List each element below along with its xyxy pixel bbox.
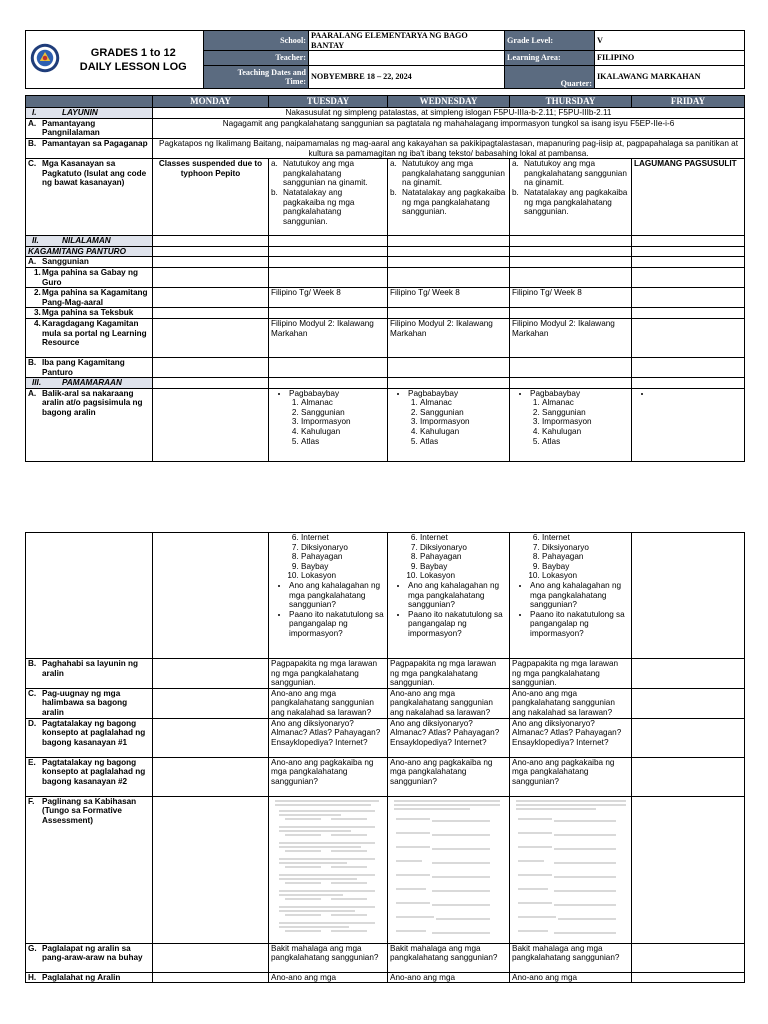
kasanayan-tuesday: a. Natutukoy ang mga pangkalahatang sanggunian na ginamit. b. Natatalakay ang pagkakaiba ng mga pangkalahatang sanggunian. xyxy=(269,159,388,236)
day-tuesday: TUESDAY xyxy=(269,96,388,108)
lesson-table-1 xyxy=(25,95,745,462)
pagaganap-text: Pagkatapos ng Ikalimang Baitang, naipamamalas ng mag-aaral ang kakayahan sa pakikipagtalastasan, mapanuring pag-iisip at, pagpapahalaga sa panitikan at kultura sa pamamagitan ng iba't ibang teksto/ babasahing lokal at pambansa. xyxy=(153,138,745,158)
karagdagang-row xyxy=(26,318,745,357)
teksbuk-label: 3. Mga pahina sa Teksbuk xyxy=(26,308,153,319)
kagamitan-row xyxy=(26,246,745,257)
dates-label xyxy=(204,66,309,89)
teksbuk-row xyxy=(26,308,745,319)
paglalapat-wednesday: Bakit mahalaga ang mga pangkalahatang sanggunian? xyxy=(388,943,510,972)
paglalahat-thursday: Ano-ano ang mga xyxy=(510,972,632,983)
worksheet-image xyxy=(512,797,630,939)
balik-aral-wednesday: • Pagbabaybay 1. Almanac 2. Sanggunian 3. Impormasyon 4. Kahulugan 5. Atlas xyxy=(388,388,510,461)
pagtatalakay1-label: D. Pagtatalakay ng bagong konsepto at paglalahad ng bagong kasanayan #1 xyxy=(26,718,153,757)
friday-note: LAGUMANG PAGSUSULIT xyxy=(632,159,745,236)
paghahabi-row xyxy=(26,659,745,689)
grade-value: V xyxy=(595,31,745,51)
pamantayang-row xyxy=(26,118,745,138)
iba-row xyxy=(26,357,745,377)
paguugnay-label: C. Pag-uugnay ng mga halimbawa sa bagong aralin xyxy=(26,688,153,718)
pagaganap-label: B. Pamantayan sa Pagaganap xyxy=(26,138,153,158)
paglalapat-row xyxy=(26,943,745,972)
balik-aral-tuesday: • Pagbabaybay 1. Almanac 2. Sanggunian 3. Impormasyon 4. Kahulugan 5. Atlas xyxy=(269,388,388,461)
paguugnay-row xyxy=(26,688,745,718)
monday-note: Classes suspended due to typhoon Pepito xyxy=(153,159,269,236)
kasanayan-label: C. Mga Kasanayan sa Pagkatuto (Isulat ang code ng bawat kasanayan) xyxy=(26,159,153,236)
pagtatalakay1-row xyxy=(26,718,745,757)
lesson-table-2 xyxy=(25,532,745,983)
kagamitan-pm-wednesday: Filipino Tg/ Week 8 xyxy=(388,288,510,308)
worksheet-thumb-wednesday xyxy=(388,796,510,943)
kasanayan-thursday: a. Natutukoy ang mga pangkalahatang sanggunian na ginamit. b. Natatalakay ang pagkakaiba ng mga pangkalahatang sanggunian. xyxy=(510,159,632,236)
area-value: FILIPINO xyxy=(595,51,745,66)
pagtatalakay2-label: E. Pagtatalakay ng bagong konsepto at paglalahad ng bagong kasanayan #2 xyxy=(26,757,153,796)
paglalahat-row xyxy=(26,972,745,983)
header-table xyxy=(25,30,745,89)
iba-label: B. Iba pang Kagamitang Panturo xyxy=(26,357,153,377)
paguugnay-wednesday: Ano-ano ang mga pangkalahatang sanggunian ang nakalahad sa larawan? xyxy=(388,688,510,718)
pagtatalakay1-wednesday: Ano ang diksiyonaryo? Almanac? Atlas? Pahayagan? Ensayklopediya? Internet? xyxy=(388,718,510,757)
paglalahat-label: H. Paglalahat ng Aralin xyxy=(26,972,153,983)
paglalahat-wednesday: Ano-ano ang mga xyxy=(388,972,510,983)
balik-aral-row xyxy=(26,388,745,461)
kasanayan-wednesday: a. Natutukoy ang mga pangkalahatang sanggunian na ginamit. b. Natatalakay ang pagkakaiba ng mga pangkalahatang sanggunian. xyxy=(388,159,510,236)
pagtatalakay2-thursday: Ano-ano ang pagkakaiba ng mga pangkalahatang sanggunian? xyxy=(510,757,632,796)
balik-aral-friday xyxy=(632,388,745,461)
balik-aral-label: A. Balik-aral sa nakaraang aralin at/o pagsisimula ng bagong aralin xyxy=(26,388,153,461)
karagdagang-label: 4. Karagdagang Kagamitan mula sa portal ng Learning Resource xyxy=(26,318,153,357)
pagtatalakay2-tuesday: Ano-ano ang pagkakaiba ng mga pangkalahatang sanggunian? xyxy=(269,757,388,796)
sanggunian-label: A. Sanggunian xyxy=(26,257,153,268)
kasanayan-row xyxy=(26,159,745,236)
pagtatalakay1-thursday: Ano ang diksiyonaryo? Almanac? Atlas? Pahayagan? Ensayklopediya? Internet? xyxy=(510,718,632,757)
day-header-row xyxy=(26,96,745,108)
worksheet-image xyxy=(390,797,505,939)
kabihasan-label: F. Paglinang sa Kabihasan (Tungo sa Formative Assessment) xyxy=(26,796,153,943)
pagtatalakay2-wednesday: Ano-ano ang pagkakaiba ng mga pangkalahatang sanggunian? xyxy=(388,757,510,796)
corner-cell xyxy=(26,96,153,108)
paghahabi-label: B. Paghahabi sa layunin ng aralin xyxy=(26,659,153,689)
karagdagang-tuesday: Filipino Modyul 2: Ikalawang Markahan xyxy=(269,318,388,357)
teacher-value xyxy=(309,51,505,66)
pamantayang-text: Nagagamit ang pangkalahatang sanggunian sa pagtatala ng mahahalagang impormasyon tungkol sa isang isyu F5EP-IIe-i-6 xyxy=(153,118,745,138)
pagtatalakay1-tuesday: Ano ang diksiyonaryo? Almanac? Atlas? Pahayagan? Ensayklopediya? Internet? xyxy=(269,718,388,757)
lesson-log-page-2 xyxy=(25,532,744,983)
kagamitan-pm-label: 2. Mga pahina sa Kagamitang Pang-Mag-aaral xyxy=(26,288,153,308)
kagamitan-pm-thursday: Filipino Tg/ Week 8 xyxy=(510,288,632,308)
pamamaraan-label: III. PAMAMARAAN xyxy=(26,378,153,389)
layunin-row xyxy=(26,108,745,119)
pamantayang-label: A. Pamantayang Pangnilalaman xyxy=(26,118,153,138)
school-value: PAARALANG ELEMENTARYA NG BAGO BANTAY xyxy=(309,31,505,51)
deped-seal-icon xyxy=(30,43,60,73)
sanggunian-row xyxy=(26,257,745,268)
dates-label-line-2: Time: xyxy=(285,77,306,87)
pagtatalakay2-row xyxy=(26,757,745,796)
nilalaman-label: II. NILALAMAN xyxy=(26,236,153,247)
quarter-label: Quarter: xyxy=(505,66,595,89)
kagamitan-label: KAGAMITANG PANTURO xyxy=(26,246,153,257)
karagdagang-wednesday: Filipino Modyul 2: Ikalawang Markahan xyxy=(388,318,510,357)
paguugnay-tuesday: Ano-ano ang mga pangkalahatang sanggunian ang nakalahad sa larawan? xyxy=(269,688,388,718)
title-line-1: GRADES 1 to 12 xyxy=(90,46,176,59)
dates-value: NOBYEMBRE 18 – 22, 2024 xyxy=(309,66,505,89)
paghahabi-wednesday: Pagpapakita ng mga larawan ng mga pangkalahatang sanggunian. xyxy=(388,659,510,689)
gabay-row xyxy=(26,267,745,287)
layunin-label: I. LAYUNIN xyxy=(26,108,153,119)
worksheet-thumb-thursday xyxy=(510,796,632,943)
pamamaraan-row xyxy=(26,378,745,389)
paglalapat-thursday: Bakit mahalaga ang mga pangkalahatang sanggunian? xyxy=(510,943,632,972)
nilalaman-row xyxy=(26,236,745,247)
gabay-label: 1. Mga pahina sa Gabay ng Guro xyxy=(26,267,153,287)
cont-thursday: 6. Internet 7. Diksiyonaryo 8. Pahayagan 9. Baybay 10. Lokasyon • Ano ang kahalagahan ng mga pangkalahatang sanggunian? • Paano ito nakatutulong sa pangangalap ng impormasyon? xyxy=(510,533,632,659)
worksheet-thumb-tuesday xyxy=(269,796,388,943)
paglalapat-label: G. Paglalapat ng aralin sa pang-araw-araw na buhay xyxy=(26,943,153,972)
kabihasan-row xyxy=(26,796,745,943)
balik-aral-cont-row xyxy=(26,533,745,659)
area-label: Learning Area: xyxy=(505,51,595,66)
school-label: School: xyxy=(204,31,309,51)
paghahabi-thursday: Pagpapakita ng mga larawan ng mga pangkalahatang sanggunian. xyxy=(510,659,632,689)
pagaganap-row xyxy=(26,138,745,158)
paguugnay-thursday: Ano-ano ang mga pangkalahatang sanggunian ang nakalahad sa larawan? xyxy=(510,688,632,718)
grade-label: Grade Level: xyxy=(505,31,595,51)
title-line-2: DAILY LESSON LOG xyxy=(79,60,187,73)
dates-label-line-1: Teaching Dates and xyxy=(237,67,306,77)
cont-wednesday: 6. Internet 7. Diksiyonaryo 8. Pahayagan 9. Baybay 10. Lokasyon • Ano ang kahalagahan ng mga pangkalahatang sanggunian? • Paano ito nakatutulong sa pangangalap ng impormasyon? xyxy=(388,533,510,659)
balik-aral-thursday: • Pagbabaybay 1. Almanac 2. Sanggunian 3. Impormasyon 4. Kahulugan 5. Atlas xyxy=(510,388,632,461)
day-friday: FRIDAY xyxy=(632,96,745,108)
lesson-log-page-1 xyxy=(25,30,744,462)
kagamitan-pm-tuesday: Filipino Tg/ Week 8 xyxy=(269,288,388,308)
kagamitan-pm-row xyxy=(26,288,745,308)
seal-cell xyxy=(26,31,64,89)
layunin-text: Nakasusulat ng simpleng patalastas, at simpleng islogan F5PU-IIIa-b-2.11; F5PU-IIIb-2.11 xyxy=(153,108,745,119)
worksheet-image xyxy=(271,797,383,939)
day-monday: MONDAY xyxy=(153,96,269,108)
paglalapat-tuesday: Bakit mahalaga ang mga pangkalahatang sanggunian? xyxy=(269,943,388,972)
paghahabi-tuesday: Pagpapakita ng mga larawan ng mga pangkalahatang sanggunian. xyxy=(269,659,388,689)
teacher-label: Teacher: xyxy=(204,51,309,66)
quarter-value: IKALAWANG MARKAHAN xyxy=(595,66,745,89)
day-thursday: THURSDAY xyxy=(510,96,632,108)
paglalahat-tuesday: Ano-ano ang mga xyxy=(269,972,388,983)
day-wednesday: WEDNESDAY xyxy=(388,96,510,108)
log-title xyxy=(64,31,204,89)
karagdagang-thursday: Filipino Modyul 2: Ikalawang Markahan xyxy=(510,318,632,357)
cont-tuesday: 6. Internet 7. Diksiyonaryo 8. Pahayagan 9. Baybay 10. Lokasyon • Ano ang kahalagahan ng mga pangkalahatang sanggunian? • Paano ito nakatutulong sa pangangalap ng impormasyon? xyxy=(269,533,388,659)
